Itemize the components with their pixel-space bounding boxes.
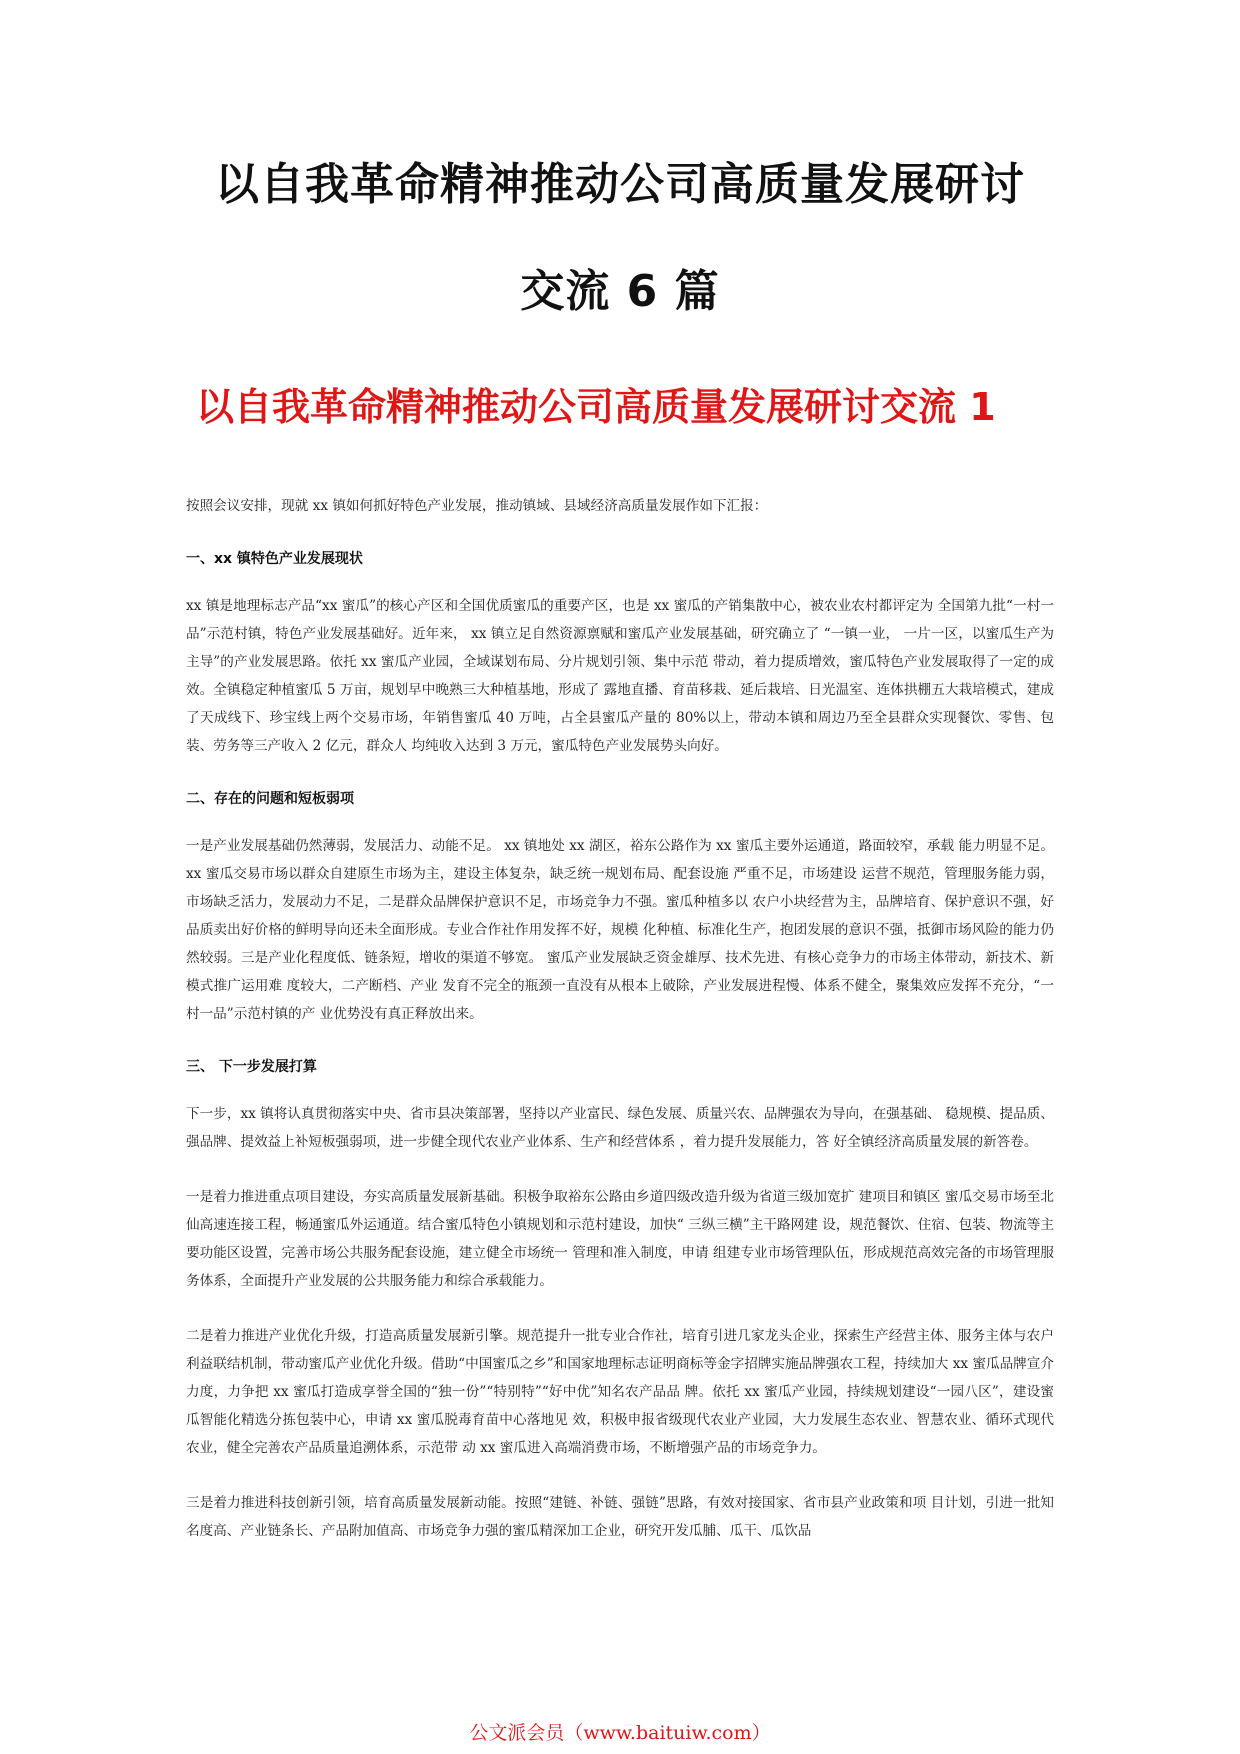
heading-current-status: 一、xx 镇特色产业发展现状 <box>186 551 363 567</box>
paragraph-next-steps: 下一步，xx 镇将认真贯彻落实中央、省市县决策部署，坚持以产业富民、绿色发展、质量兴农、品牌强农为导向，在强基础、 稳规模、提品质、强品牌、提效益上补短板强弱项，进一步健全现代农业产业体系、生产和经营体系 ，着力提升发展能力，答 好全镇经济高质量发展的新答卷。 <box>186 1106 1054 1150</box>
section-title: 以自我革命精神推动公司高质量发展研讨交流 1 <box>196 385 996 429</box>
paragraph-project-construction: 一是着力推进重点项目建设，夯实高质量发展新基础。积极争取裕东公路由乡道四级改造升级为省道三级加宽扩 建项目和镇区 蜜瓜交易市场至北仙高速连接工程，畅通蜜瓜外运通道。结合蜜瓜特色小镇规划和示范村建设，加快“ 三纵三横”主干路网建 设，规范餐饮、住宿、包装、物流等主要功能区设置，完善市场公共服务配套设施，建立健全市场统一 管理和准入制度，申请 组建专业市场管理队伍，形成规范高效完备的市场管理服务体系，全面提升产业发展的公共服务能力和综合承载能力。 <box>186 1189 1054 1289</box>
page-title-line2: 交流 6 篇 <box>520 266 720 317</box>
intro-paragraph: 按照会议安排，现就 xx 镇如何抓好特色产业发展，推动镇域、县域经济高质量发展作如下汇报： <box>186 498 768 514</box>
document-body <box>186 492 1054 1572</box>
heading-next-steps: 三、 下一步发展打算 <box>186 1059 317 1075</box>
paragraph-problems: 一是产业发展基础仍然薄弱，发展活力、动能不足。 xx 镇地处 xx 湖区，裕东公路作为 xx 蜜瓜主要外运通道，路面较窄，承载 能力明显不足。 xx 蜜瓜交易市场以群众自建原生市场为主，建设主体复杂，缺乏统一规划布局、配套设施 严重不足，市场建设 运营不规范，管理服务能力弱，市场缺乏活力，发展动力不足，二是群众品牌保护意识不足，市场竞争力不强。蜜瓜种植多以 农户小块经营为主，品牌培育、保护意识不强，好品质卖出好价格的鲜明导向还未全面形成。专业合作社作用发挥不好，规模 化种植、标准化生产，抱团发展的意识不强，抵御市场风险的能力仍然较弱。三是产业化程度低、链条短，增收的渠道不够宽。 蜜瓜产业发展缺乏资金雄厚、技术先进、有核心竞争力的市场主体带动，新技术、新模式推广运用难 度较大，二产断档、产业 发育不完全的瓶颈一直没有从根本上破除，产业发展进程慢、体系不健全，聚集效应发挥不充分，“一村一品”示范村镇的产 业优势没有真正释放出来。 <box>186 838 1054 1022</box>
heading-problems: 二、存在的问题和短板弱项 <box>186 791 354 807</box>
paragraph-current-status: xx 镇是地理标志产品“xx 蜜瓜”的核心产区和全国优质蜜瓜的重要产区，也是 xx 蜜瓜的产销集散中心，被农业农村都评定为 全国第九批“一村一品”示范村镇，特色产业发展基础好。近年来， xx 镇立足自然资源禀赋和蜜瓜产业发展基础，研究确立了 “一镇一业， 一片一区，以蜜瓜生产为主导”的产业发展思路。依托 xx 蜜瓜产业园，全域谋划布局、分片规划引领、集中示范 带动，着力提质增效，蜜瓜特色产业发展取得了一定的成效。全镇稳定种植蜜瓜 5 万亩，规划早中晚熟三大种植基地，形成了 露地直播、育苗移栽、延后栽培、日光温室、连体拱棚五大栽培模式，建成了天成线下、珍宝线上两个交易市场，年销售蜜瓜 40 万吨，占全县蜜瓜产量的 80%以上，带动本镇和周边乃至全县群众实现餐饮、零售、包装、劳务等三产收入 2 亿元，群众人 均纯收入达到 3 万元，蜜瓜特色产业发展势头向好。 <box>186 598 1054 754</box>
page-title-line1: 以自我革命精神推动公司高质量发展研讨 <box>215 159 1025 210</box>
paragraph-industry-upgrade: 二是着力推进产业优化升级，打造高质量发展新引擎。规范提升一批专业合作社，培育引进几家龙头企业，探索生产经营主体、服务主体与农户利益联结机制，带动蜜瓜产业优化升级。借助“中国蜜瓜之乡”和国家地理标志证明商标等金字招牌实施品牌强农工程，持续加大 xx 蜜瓜品牌宣介力度，力争把 xx 蜜瓜打造成享誉全国的“独一份”“特别特”“好中优”知名农产品品 牌。依托 xx 蜜瓜产业园，持续规划建设“一园八区”，建设蜜瓜智能化精选分拣包装中心，申请 xx 蜜瓜脱毒育苗中心落地见 效，积极申报省级现代农业产业园，大力发展生态农业、智慧农业、循环式现代农业，健全完善农产品质量追溯体系，示范带 动 xx 蜜瓜进入高端消费市场，不断增强产品的市场竞争力。 <box>186 1328 1054 1456</box>
footer-watermark: 公文派会员（www.baituiw.com） <box>469 1722 771 1744</box>
paragraph-tech-innovation: 三是着力推进科技创新引领，培育高质量发展新动能。按照“建链、补链、强链”思路，有效对接国家、省市县产业政策和项 目计划，引进一批知名度高、产业链条长、产品附加值高、市场竞争力强的蜜瓜精深加工企业，研究开发瓜脯、瓜干、瓜饮品 <box>186 1495 1054 1539</box>
